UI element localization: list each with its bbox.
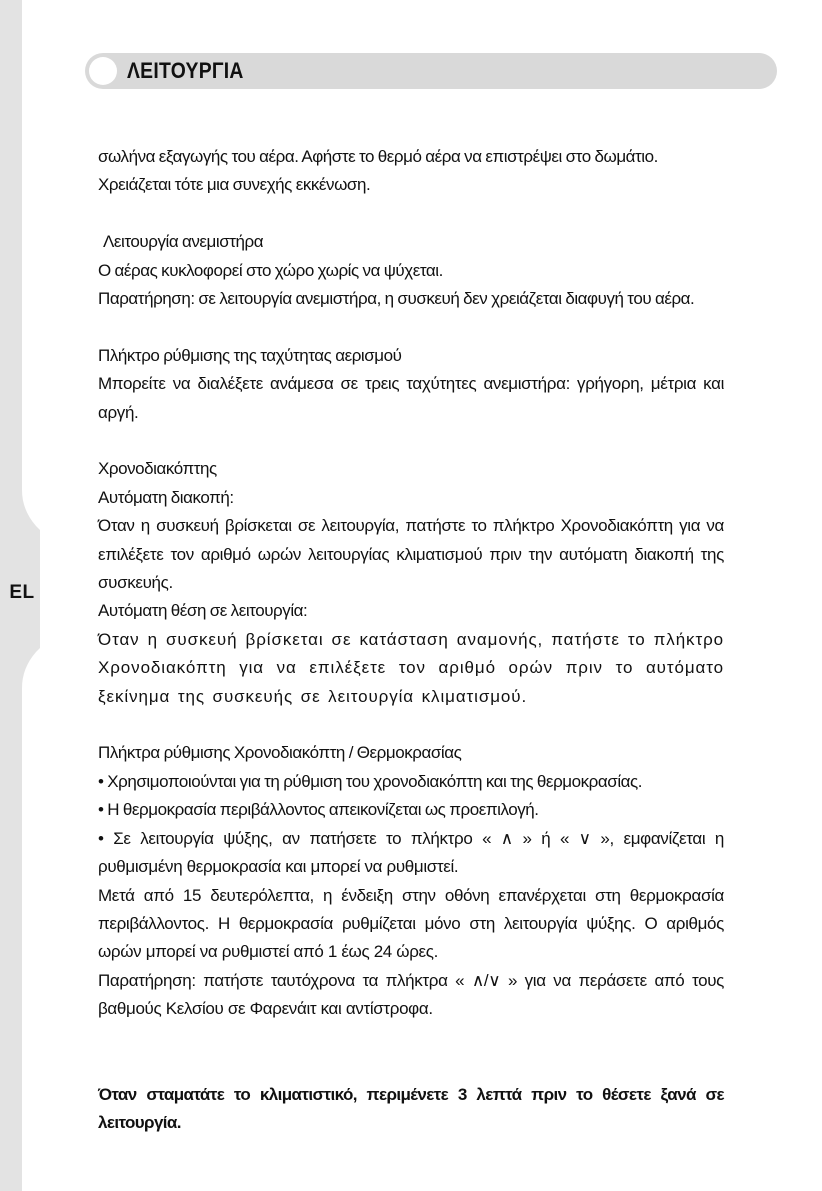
- bullet-item-2: • Η θερμοκρασία περιβάλλοντος απεικονίζεται ως προεπιλογή.: [98, 800, 539, 820]
- bullet-item-3: • Σε λειτουργία ψύξης, αν πατήσετε το πλήκτρο « ∧ » ή « ∨ », εμφανίζεται η ρυθμισμένη θερμοκρασία και μπορεί να ρυθμιστεί.: [98, 828, 724, 877]
- header-circle-icon: [89, 57, 117, 85]
- unit-switch-note: Παρατήρηση: πατήστε ταυτόχρονα τα πλήκτρα « ∧/∨ » για να περάσετε από τους βαθμούς Κελσίου σε Φαρενάιτ και αντίστροφα.: [98, 970, 724, 1019]
- timer-temp-keys-heading: Πλήκτρα ρύθμισης Χρονοδιακόπτη / Θερμοκρασίας: [98, 743, 462, 763]
- intro-line-1: σωλήνα εξαγωγής του αέρα. Αφήστε το θερμό αέρα να επιστρέψει στο δωμάτιο.: [98, 147, 658, 166]
- section-title: ΛΕΙΤΟΥΡΓΙΑ: [127, 58, 244, 83]
- fan-speed-text: Μπορείτε να διαλέξετε ανάμεσα σε τρεις ταχύτητες ανεμιστήρα: γρήγορη, μέτρια και αργή.: [98, 374, 724, 422]
- intro-line-2: Χρειάζεται τότε μια συνεχής εκκένωση.: [98, 175, 371, 195]
- language-label: EL: [9, 582, 35, 603]
- fan-mode-line-2: Παρατήρηση: σε λειτουργία ανεμιστήρα, η συσκευή δεν χρειάζεται διαφυγή του αέρα.: [98, 289, 695, 309]
- timer-heading: Χρονοδιακόπτης: [98, 459, 217, 479]
- body-text: [98, 143, 724, 1024]
- closing-warning: Όταν σταματάτε το κλιματιστικό, περιμένετε 3 λεπτά πριν το θέσετε ξανά σε λειτουργία.: [98, 1085, 724, 1133]
- display-return-text: Μετά από 15 δευτερόλεπτα, η ένδειξη στην οθόνη επανέρχεται στη θερμοκρασία περιβάλλοντος. Η θερμοκρασία ρυθμίζεται μόνο στη λειτουργία ψύξης. Ο αριθμός ωρών μπορεί να ρυθμιστεί από 1 έως 24 ώρες.: [98, 885, 724, 962]
- auto-off-text: Όταν η συσκευή βρίσκεται σε λειτουργία, πατήστε το πλήκτρο Χρονοδιακόπτη για να επιλέξετε τον αριθμό ωρών λειτουργίας κλιματισμού πριν την αυτόματη διακοπή της συσκευής.: [98, 516, 724, 593]
- auto-off-heading: Αυτόματη διακοπή:: [98, 487, 234, 507]
- auto-on-text: Όταν η συσκευή βρίσκεται σε κατάσταση αναμονής, πατήστε το πλήκτρο Χρονοδιακόπτη για να επιλέξετε τον αριθμό ορών πριν το αυτόματο ξεκίνημα της συσκευής σε λειτουργία κλιματισμού.: [98, 629, 724, 706]
- fan-mode-line-1: Ο αέρας κυκλοφορεί στο χώρο χωρίς να ψύχεται.: [98, 260, 443, 280]
- fan-speed-heading: Πλήκτρο ρύθμισης της ταχύτητας αερισμού: [98, 345, 402, 365]
- auto-on-heading: Αυτόματη θέση σε λειτουργία:: [98, 601, 308, 621]
- bullet-item-1: • Χρησιμοποιούνται για τη ρύθμιση του χρονοδιακόπτη και της θερμοκρασίας.: [98, 771, 643, 791]
- fan-mode-heading: Λειτουργία ανεμιστήρα: [103, 232, 264, 252]
